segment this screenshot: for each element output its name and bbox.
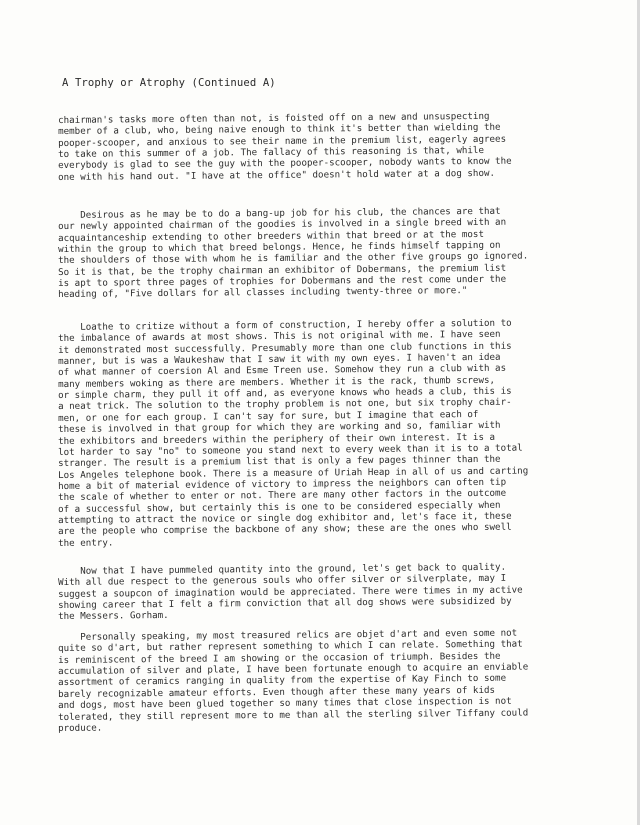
text-line: within the group to which that breed belongs. Hence, he finds himself tapping on (58, 239, 501, 256)
text-line: suggest a soupcon of imagination would be appreciated. There were times in my active (58, 584, 523, 600)
text-line: lot harder to say "no" to someone you stand next to every week than it is to a total (58, 442, 523, 458)
text-line: assortment of ceramics ranging in quality from the expertise of Kay Finch to some (58, 673, 507, 689)
text-line: home a bit of material evidence of victory to impress the neighbors can often tip (58, 476, 507, 492)
text-line: is apt to sport three pages of trophies for Dobermans and the rest come under the (58, 273, 507, 290)
text-line: these is involved in that group for which they are working and so, familiar with (58, 419, 501, 436)
text-line: Now that I have pummeled quantity into the ground, let's get back to quality. (58, 561, 507, 577)
text-line: member of a club, who, being naive enough to think it's better than wielding the (58, 122, 501, 138)
text-line: the scale of whether to enter or not. There are many other factors in the outcome (58, 487, 507, 504)
text-line: acquaintanceship extending to other breeders within that breed or at the most (58, 228, 485, 244)
text-line: men, or one for each group. I can't say for sure, but I imagine that each of (58, 408, 479, 424)
text-line: the imbalance of awards at most shows. This is not original with me. I have seen (58, 329, 501, 345)
text-line: barely recognizable amateur efforts. Even though after these many years of kids (58, 684, 496, 700)
text-line: Personally speaking, my most treasured relics are objet d'art and even some not (58, 627, 518, 643)
text-line: attempting to attract the novice or single dog exhibitor and, let's face it, these (58, 510, 512, 526)
text-line: and dogs, most have been glued together so many times that close inspection is not (58, 695, 512, 712)
text-line: chairman's tasks more often than not, is foisted off on a new and unsuspecting (58, 110, 490, 126)
text-line: heading of, "Five dollars for all classes including twenty-three or more." (58, 285, 468, 301)
text-line: one with his hand out. "I have at the office" doesn't hold water at a dog show. (58, 167, 496, 183)
text-line: showing career that I felt a firm conviction that all dog shows were subsidized by (58, 595, 512, 611)
text-line: tolerated, they still represent more to me than all the sterling silver Tiffany could (58, 706, 529, 723)
text-line: a neat trick. The solution to the trophy problem is not one, but six trophy chair- (58, 397, 512, 413)
text-line: With all due respect to the generous souls who offer silver or silverplate, may I (58, 573, 507, 589)
text-line: stranger. The result is a premium list that is only a few pages thinner than the (58, 453, 501, 470)
text-line: the entry. (58, 537, 114, 549)
text-line: Loathe to critize without a form of construction, I hereby offer a solution to (58, 317, 512, 333)
text-line: accumulation of silver and plate, I have been fortunate enough to acquire an enviable (58, 661, 529, 677)
text-line: are the people who comprise the backbone of any show; these are the ones who swell (58, 521, 512, 538)
text-line: manner, but is was a Waukeshaw that I saw it with my own eyes. I haven't an idea (58, 351, 501, 368)
text-line: Desirous as he may be to do a bang-up job for his club, the chances are that (58, 205, 501, 221)
text-line: everybody is glad to see the guy with the pooper-scooper, nobody wants to know the (58, 156, 512, 172)
text-line: of a successful show, but certainly this is one to be considered especially when (58, 499, 501, 515)
text-line: is reminiscent of the breed I am showing or the occasion of triumph. Besides the (58, 650, 501, 666)
text-line: pooper-scooper, and anxious to see their name in the premium list, eagerly agrees (58, 133, 507, 149)
text-line: it demonstrated most successfully. Presumably more than one club functions in this (58, 340, 512, 356)
text-line: Los Angeles telephone book. There is a measure of Uriah Heap in all of us and carting (58, 464, 529, 481)
text-line: of what manner of coersion Al and Esme Treen use. Somehow they run a club with as (58, 363, 507, 379)
text-line: the exhibitors and breeders within the periphery of their own interest. It is a (58, 431, 496, 447)
text-line: or simple charm, they pull it off and, as everyone knows who heads a club, this is (58, 385, 512, 402)
text-line: produce. (58, 722, 103, 734)
text-line: our newly appointed chairman of the goodies is involved in a single breed with an (58, 216, 507, 233)
text-line: to take on this summer of a job. The fallacy of this reasoning is that, while (58, 145, 485, 161)
text-line: the Messers. Gorham. (58, 610, 169, 623)
page-heading: A Trophy or Atrophy (Continued A) (62, 77, 276, 89)
text-line: So it is that, be the trophy chairman an exhibitor of Dobermans, the premium list (58, 262, 507, 278)
text-line: the shoulders of those with whom he is familiar and the other five groups go ignored. (58, 250, 529, 267)
text-line: many members woking as there are members. Whether it is the rack, thumb screws, (58, 374, 496, 390)
text-line: quite so d'art, but rather represent something to which I can relate. Something that (58, 638, 523, 655)
